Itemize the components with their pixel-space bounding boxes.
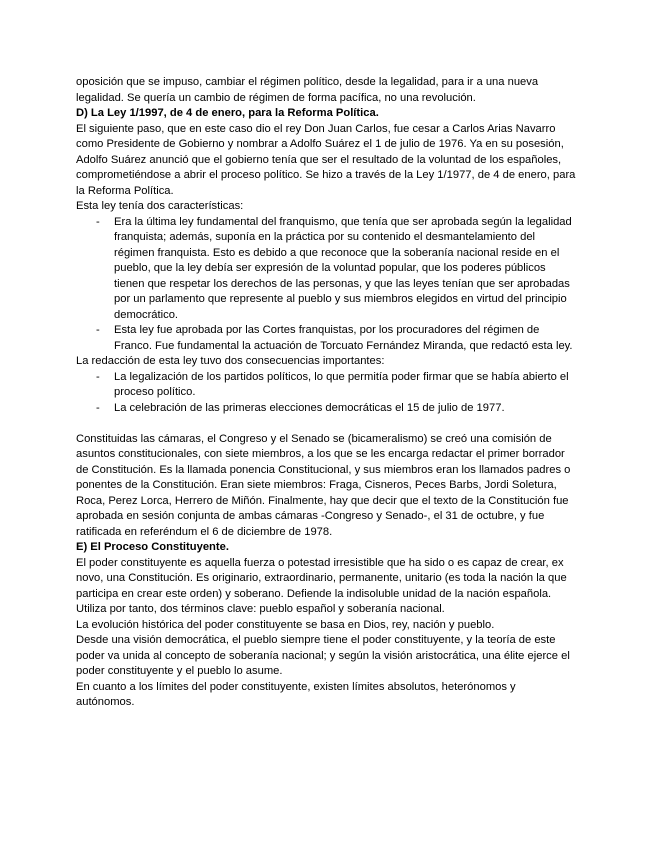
paragraph: La redacción de esta ley tuvo dos consecuencias importantes:: [76, 355, 385, 367]
section-heading: E) El Proceso Constituyente.: [76, 541, 229, 553]
paragraph: El poder constituyente es aquella fuerza o potestad irresistible que ha sido o es capaz de crear, ex novo, una Constitución. Es originario, extraordinario, permanente, unitario (es toda la nación la que participa en crear este orden) y soberano. Defiende la indisoluble unidad de la nación española. Utiliza por tanto, dos términos clave: pueblo español y soberanía nacional.: [76, 556, 567, 615]
bullet-list: [76, 215, 576, 355]
list-item-text: La legalización de los partidos políticos, lo que permitía poder firmar que se había abierto el proceso político.: [114, 370, 569, 398]
paragraph: Esta ley tenía dos características:: [76, 200, 244, 212]
list-item-text: La celebración de las primeras elecciones democráticas el 15 de julio de 1977.: [114, 401, 505, 414]
list-item-text: Era la última ley fundamental del franquismo, que tenía que ser aprobada según la legalidad franquista; además, suponía en la práctica por su contenido el desmantelamiento del régimen franquista. Esto es debido a que reconoce que la soberanía nacional reside en el pueblo, que la ley debía ser expresión de la voluntad popular, que los poderes públicos tienen que respetar los derechos de las personas, y que las leyes tenían que ser aprobadas por un parlamento que represente al pueblo y sus miembros elegidos en virtud del principio democrático.: [114, 215, 572, 321]
list-item-text: Esta ley fue aprobada por las Cortes franquistas, por los procuradores del régimen de Franco. Fue fundamental la actuación de Torcuato Fernández Miranda, que redactó esta ley.: [114, 324, 573, 352]
dash-bullet-icon: -: [96, 370, 100, 383]
document-page: [76, 75, 576, 711]
paragraph: La evolución histórica del poder constituyente se basa en Dios, rey, nación y pueblo.: [76, 618, 495, 631]
blank-line: [76, 416, 576, 432]
dash-bullet-icon: -: [96, 401, 100, 414]
list-item: [76, 215, 576, 324]
list-item: [76, 401, 576, 417]
paragraph: En cuanto a los límites del poder constituyente, existen límites absolutos, heterónomos y autónomos.: [76, 680, 516, 708]
dash-bullet-icon: -: [96, 215, 100, 228]
list-item: [76, 370, 576, 401]
dash-bullet-icon: -: [96, 324, 100, 336]
paragraph: Constituidas las cámaras, el Congreso y el Senado se (bicameralismo) se creó una comisión de asuntos constitucionales, con siete miembros, a los que se les encarga redactar el primer borrador de Constitución. Es la llamada ponencia Constitucional, y sus miembros eran los llamados padres o ponentes de la Constitución. Eran siete miembros: Fraga, Cisneros, Peces Barbs, Jordi Soletura, Roca, Perez Lorca, Herrero de Miñón. Finalmente, hay que decir que el texto de la Constitución fue aprobada en sesión conjunta de ambas cámaras -Congreso y Senado-, el 31 de octubre, y fue ratificada en referéndum el 6 de diciembre de 1978.: [76, 432, 571, 538]
paragraph: oposición que se impuso, cambiar el régimen político, desde la legalidad, para ir a una nueva legalidad. Se quería un cambio de régimen de forma pacífica, no una revolución.: [76, 76, 539, 104]
paragraph: Desde una visión democrática, el pueblo siempre tiene el poder constituyente, y la teoría de este poder va unida al concepto de soberanía nacional; y según la visión aristocrática, una élite ejerce el poder constituyente y el pueblo lo asume.: [76, 634, 570, 677]
bullet-list: [76, 370, 576, 417]
section-heading: D) La Ley 1/1997, de 4 de enero, para la Reforma Política.: [76, 107, 379, 119]
paragraph: El siguiente paso, que en este caso dio el rey Don Juan Carlos, fue cesar a Carlos Arias Navarro como Presidente de Gobierno y nombrar a Adolfo Suárez el 1 de julio de 1976. Ya en su posesión, Adolfo Suárez anunció que el gobierno tenía que ser el resultado de la voluntad de los españoles, comprometiéndose a abrir el proceso político. Se hizo a través de la Ley 1/1977, de 4 de enero, para la Reforma Política.: [76, 122, 576, 197]
list-item: [76, 323, 576, 354]
